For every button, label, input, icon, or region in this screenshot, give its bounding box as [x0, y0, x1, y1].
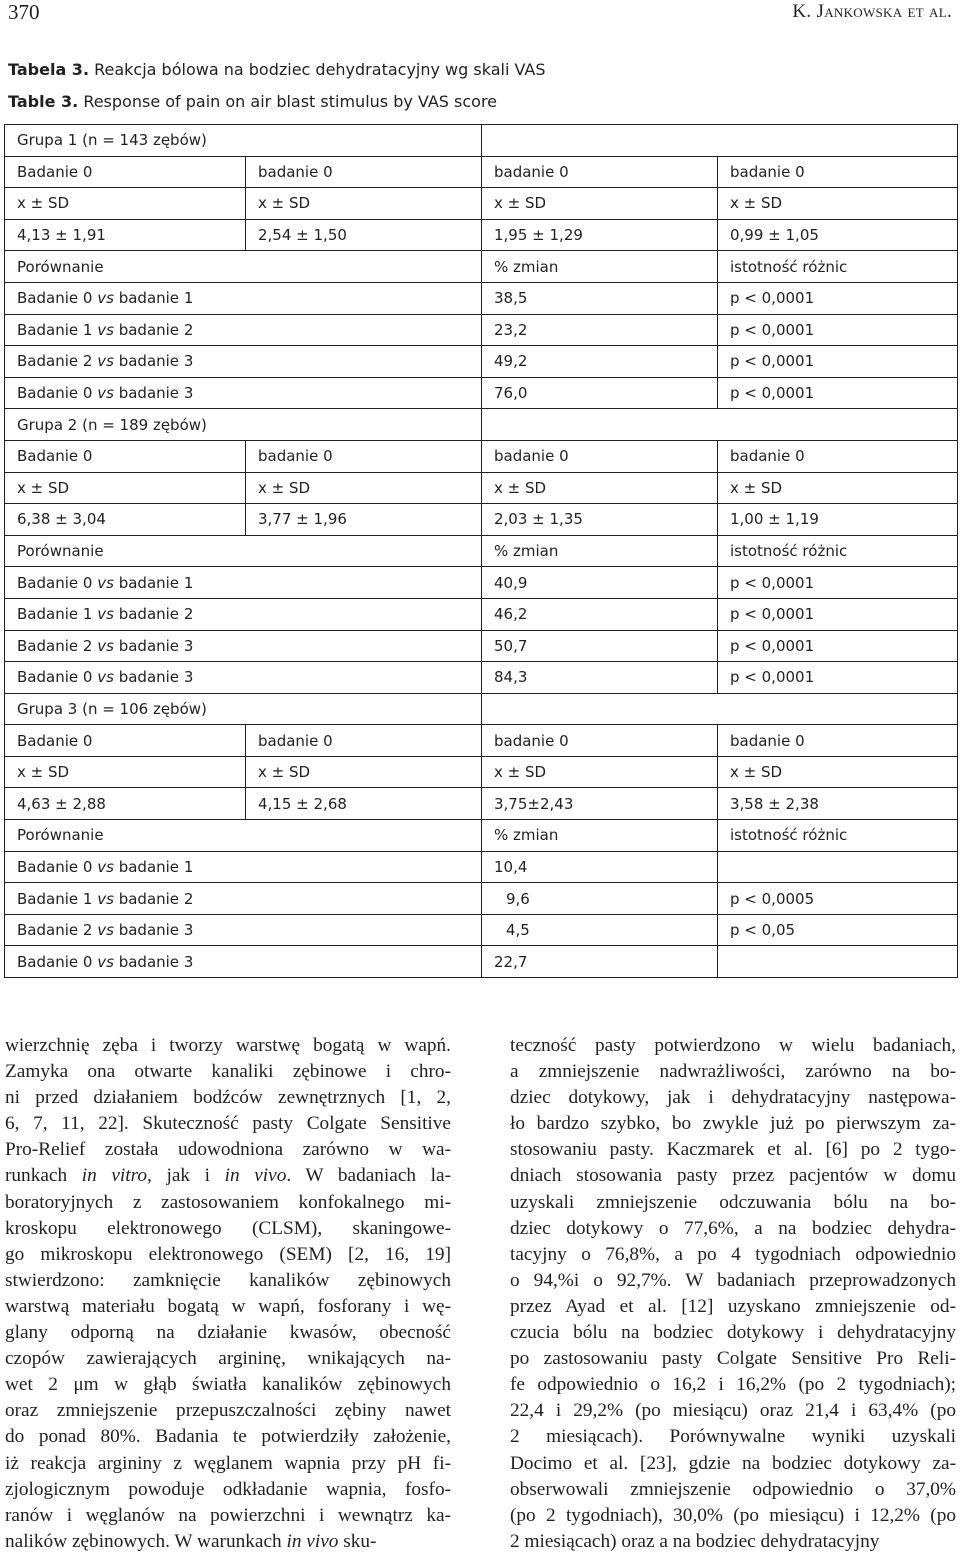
caption-label-en: Table 3. [8, 92, 79, 111]
comparison-vs: vs [97, 889, 114, 908]
pct-change-value: 22,7 [482, 946, 718, 978]
stat-label: x ± SD [5, 472, 246, 504]
comparison-a: 0 [82, 857, 93, 876]
comparison-word: Badanie [17, 573, 79, 592]
text-line: dniach stosowania pasty przez pacjentów w domu [510, 1165, 956, 1187]
stat-label: x ± SD [482, 756, 718, 788]
text-line: 2 miesiącach). Porównywalne wyniki uzyskali [510, 1426, 956, 1448]
comparison-word: badanie [118, 352, 180, 371]
comparison-word: Badanie [17, 921, 79, 940]
stat-label: x ± SD [718, 188, 958, 220]
comparison-row [5, 630, 958, 662]
body-text-left-column [5, 1033, 451, 1555]
comparison-row [5, 282, 958, 314]
p-value: p < 0,0001 [718, 567, 958, 599]
p-value [718, 946, 958, 978]
stat-label: x ± SD [718, 756, 958, 788]
comparison-name [5, 946, 482, 978]
text-line: zjologicznym powoduje odkładanie wapnia, fosfo- [5, 1478, 451, 1500]
session-label: Badanie 0 [5, 725, 246, 757]
comparison-name [5, 346, 482, 378]
text-line: Pro-Relief została udowodniona zarówno w wa- [5, 1139, 451, 1161]
p-value: p < 0,05 [718, 914, 958, 946]
comparison-a: 0 [82, 573, 93, 592]
means-row [5, 504, 958, 536]
comparison-name [5, 883, 482, 915]
comparison-label: Porównanie [5, 820, 482, 852]
comparison-label: Porównanie [5, 251, 482, 283]
significance-label: istotność różnic [718, 251, 958, 283]
comparison-header-row [5, 535, 958, 567]
mean-value: 1,95 ± 1,29 [482, 219, 718, 251]
group-title: Grupa 1 (n = 143 zębów) [5, 125, 482, 157]
comparison-row [5, 346, 958, 378]
comparison-word: Badanie [17, 384, 79, 403]
text-line: Zamyka ona otwarte kanaliki zębinowe i chro- [5, 1061, 451, 1083]
mean-value: 4,63 ± 2,88 [5, 788, 246, 820]
comparison-vs: vs [97, 320, 114, 339]
text-line: dziec dotykowy o 77,6%, a na bodziec dehydra- [510, 1217, 956, 1239]
comparison-name [5, 377, 482, 409]
mean-value: 3,77 ± 1,96 [246, 504, 482, 536]
pct-change-label: % zmian [482, 535, 718, 567]
mean-value: 1,00 ± 1,19 [718, 504, 958, 536]
caption-text-pl: Reakcja bólowa na bodziec dehydratacyjny wg skali VAS [94, 60, 546, 79]
stat-header-row [5, 472, 958, 504]
comparison-a: 2 [82, 921, 93, 940]
comparison-name [5, 914, 482, 946]
stat-label: x ± SD [246, 756, 482, 788]
comparison-word: Badanie [17, 668, 79, 687]
comparison-row [5, 946, 958, 978]
comparison-row [5, 314, 958, 346]
stat-label: x ± SD [482, 472, 718, 504]
mean-value: 3,75±2,43 [482, 788, 718, 820]
comparison-row [5, 598, 958, 630]
comparison-word: Badanie [17, 636, 79, 655]
comparison-vs: vs [97, 289, 114, 308]
comparison-name [5, 851, 482, 883]
pct-change-value: 40,9 [482, 567, 718, 599]
text-line: tacyjny o 76,8%, a po 4 tygodniach odpowiednio [510, 1243, 956, 1265]
body-text-right-column [510, 1033, 956, 1555]
comparison-a: 2 [82, 352, 93, 371]
comparison-a: 0 [82, 289, 93, 308]
pct-change-value: 50,7 [482, 630, 718, 662]
comparison-vs: vs [97, 668, 114, 687]
text-line: wet 2 μm w głąb światła kanalików zębinowych [5, 1374, 451, 1396]
comparison-a: 1 [82, 605, 93, 624]
session-label: badanie 0 [482, 440, 718, 472]
comparison-vs: vs [97, 352, 114, 371]
pct-change-label: % zmian [482, 820, 718, 852]
p-value: p < 0,0001 [718, 314, 958, 346]
running-head: K. Jankowska et al. [792, 1, 952, 22]
comparison-word: Badanie [17, 289, 79, 308]
comparison-vs: vs [97, 921, 114, 940]
stat-label: x ± SD [5, 756, 246, 788]
mean-value: 4,13 ± 1,91 [5, 219, 246, 251]
vas-table-body [5, 125, 958, 978]
text-line: oraz zmniejszenie przepuszczalności zębiny nawet [5, 1400, 451, 1422]
comparison-vs: vs [97, 857, 114, 876]
text-line: teczność pasty potwierdzono w wielu badaniach, [510, 1035, 956, 1056]
comparison-row [5, 567, 958, 599]
p-value: p < 0,0005 [718, 883, 958, 915]
comparison-name [5, 314, 482, 346]
stat-header-row [5, 756, 958, 788]
pct-change-value: 76,0 [482, 377, 718, 409]
text-line: o 94,%i o 92,7%. W badaniach przeprowadzonych [510, 1269, 956, 1291]
text-line: do ponad 80%. Badania te potwierdziły założenie, [5, 1426, 451, 1448]
session-label: badanie 0 [482, 156, 718, 188]
text-line: (po 2 tygodniach), 30,0% (po miesiącu) i 12,2% (po [510, 1504, 956, 1526]
comparison-word: badanie [118, 573, 180, 592]
comparison-vs: vs [97, 952, 114, 971]
pct-change-value: 4,5 [482, 914, 718, 946]
p-value: p < 0,0001 [718, 598, 958, 630]
table-caption-pl [8, 60, 546, 80]
text-line: nalików zębinowych. W warunkach in vivo sku- [5, 1530, 377, 1552]
comparison-word: badanie [118, 384, 180, 403]
text-line: po zastosowaniu pasty Colgate Sensitive Pro Reli- [510, 1348, 956, 1370]
comparison-word: badanie [118, 952, 180, 971]
session-header-row [5, 156, 958, 188]
table-caption-en [8, 92, 497, 112]
p-value: p < 0,0001 [718, 377, 958, 409]
comparison-word: badanie [118, 289, 180, 308]
comparison-vs: vs [97, 636, 114, 655]
comparison-vs: vs [97, 573, 114, 592]
text-line: iż reakcja argininy z węglanem wapnia przy pH fi- [5, 1452, 451, 1474]
text-line: czucia bólu na bodziec dotykowy i dehydratacyjny [510, 1322, 956, 1344]
comparison-row [5, 377, 958, 409]
group-title-row [5, 693, 958, 725]
text-line: 6, 7, 11, 22]. Skuteczność pasty Colgate Sensitive [5, 1113, 451, 1135]
text-line: kroskopu elektronowego (CLSM), skaningowe- [5, 1217, 451, 1239]
means-row [5, 788, 958, 820]
pct-change-value: 9,6 [482, 883, 718, 915]
text-line: 22,4 i 29,2% (po miesiącu) oraz 21,4 i 63,4% (po [510, 1400, 956, 1422]
comparison-row [5, 662, 958, 694]
text-line: obserwowali zmniejszenie odpowiednio o 37,0% [510, 1478, 956, 1500]
session-header-row [5, 725, 958, 757]
mean-value: 6,38 ± 3,04 [5, 504, 246, 536]
stat-label: x ± SD [246, 188, 482, 220]
comparison-word: badanie [118, 636, 180, 655]
comparison-b: 3 [183, 636, 194, 655]
comparison-b: 1 [183, 857, 194, 876]
page-number: 370 [8, 0, 40, 24]
session-label: badanie 0 [246, 725, 482, 757]
text-line: go mikroskopu elektronowego (SEM) [2, 16, 19] [5, 1243, 451, 1265]
text-line: fe odpowiednio o 16,2 i 16,2% (po 2 tygodniach); [510, 1374, 956, 1396]
pct-change-value: 46,2 [482, 598, 718, 630]
group-title-row [5, 125, 958, 157]
text-line: 2 miesiącach) oraz a na bodziec dehydratacyjny [510, 1530, 880, 1552]
means-row [5, 219, 958, 251]
comparison-b: 2 [183, 605, 194, 624]
comparison-a: 1 [82, 889, 93, 908]
p-value: p < 0,0001 [718, 346, 958, 378]
comparison-word: badanie [118, 889, 180, 908]
text-line: a zmniejszenie nadwrażliwości, zarówno na bo- [510, 1061, 956, 1083]
comparison-vs: vs [97, 384, 114, 403]
comparison-word: Badanie [17, 320, 79, 339]
comparison-row [5, 914, 958, 946]
comparison-b: 3 [183, 668, 194, 687]
comparison-row [5, 883, 958, 915]
comparison-vs: vs [97, 605, 114, 624]
pct-change-value: 38,5 [482, 282, 718, 314]
page-header [8, 0, 952, 30]
stat-label: x ± SD [718, 472, 958, 504]
comparison-header-row [5, 820, 958, 852]
empty-cell [482, 693, 958, 725]
p-value: p < 0,0001 [718, 662, 958, 694]
comparison-word: Badanie [17, 352, 79, 371]
comparison-name [5, 662, 482, 694]
comparison-word: Badanie [17, 952, 79, 971]
comparison-row [5, 851, 958, 883]
stat-label: x ± SD [246, 472, 482, 504]
mean-value: 0,99 ± 1,05 [718, 219, 958, 251]
session-label: Badanie 0 [5, 440, 246, 472]
comparison-name [5, 567, 482, 599]
text-line: przez Ayad et al. [12] uzyskano zmniejszenie od- [510, 1295, 956, 1317]
comparison-b: 3 [183, 921, 194, 940]
pct-change-value: 10,4 [482, 851, 718, 883]
pct-change-value: 84,3 [482, 662, 718, 694]
comparison-name [5, 598, 482, 630]
group-title-row [5, 409, 958, 441]
session-label: badanie 0 [718, 440, 958, 472]
session-header-row [5, 440, 958, 472]
comparison-b: 3 [183, 952, 194, 971]
comparison-word: Badanie [17, 605, 79, 624]
stat-header-row [5, 188, 958, 220]
mean-value: 3,58 ± 2,38 [718, 788, 958, 820]
stat-label: x ± SD [5, 188, 246, 220]
text-line: glany odporną na działanie kwasów, obecność [5, 1322, 451, 1344]
pct-change-value: 49,2 [482, 346, 718, 378]
text-line: Docimo et al. [23], gdzie na bodziec dotykowy za- [510, 1452, 956, 1474]
session-label: Badanie 0 [5, 156, 246, 188]
empty-cell [482, 125, 958, 157]
caption-label-pl: Tabela 3. [8, 60, 90, 79]
text-line: wierzchnię zęba i tworzy warstwę bogatą w wapń. [5, 1035, 451, 1056]
vas-table [4, 124, 958, 978]
text-line: ło bardzo szybko, bo zwykle już po pierwszym za- [510, 1113, 956, 1135]
mean-value: 2,03 ± 1,35 [482, 504, 718, 536]
stat-label: x ± SD [482, 188, 718, 220]
comparison-word: badanie [118, 605, 180, 624]
mean-value: 2,54 ± 1,50 [246, 219, 482, 251]
pct-change-label: % zmian [482, 251, 718, 283]
text-line: boratoryjnych z zastosowaniem konfokalnego mi- [5, 1191, 451, 1213]
comparison-b: 1 [183, 573, 194, 592]
text-line: runkach in vitro, jak i in vivo. W badaniach la- [5, 1165, 451, 1187]
text-line: warstwą materiału bogatą w wapń, fosforany i wę- [5, 1295, 451, 1317]
comparison-a: 0 [82, 952, 93, 971]
comparison-label: Porównanie [5, 535, 482, 567]
text-line: stosowaniu pasty. Kaczmarek et al. [6] po 2 tygo- [510, 1139, 956, 1161]
text-line: uzyskali zmniejszenie odczuwania bólu na bo- [510, 1191, 956, 1213]
caption-text-en: Response of pain on air blast stimulus by VAS score [83, 92, 498, 111]
session-label: badanie 0 [246, 156, 482, 188]
comparison-word: badanie [118, 668, 180, 687]
text-line: czopów zawierających argininę, wnikających na- [5, 1348, 451, 1370]
p-value [718, 851, 958, 883]
pct-change-value: 23,2 [482, 314, 718, 346]
session-label: badanie 0 [718, 156, 958, 188]
comparison-a: 0 [82, 384, 93, 403]
session-label: badanie 0 [718, 725, 958, 757]
comparison-b: 2 [183, 320, 194, 339]
comparison-b: 1 [183, 289, 194, 308]
comparison-word: badanie [118, 857, 180, 876]
group-title: Grupa 2 (n = 189 zębów) [5, 409, 482, 441]
p-value: p < 0,0001 [718, 282, 958, 314]
comparison-a: 1 [82, 320, 93, 339]
p-value: p < 0,0001 [718, 630, 958, 662]
session-label: badanie 0 [246, 440, 482, 472]
comparison-b: 3 [183, 352, 194, 371]
comparison-word: Badanie [17, 857, 79, 876]
significance-label: istotność różnic [718, 535, 958, 567]
comparison-word: badanie [118, 921, 180, 940]
comparison-word: Badanie [17, 889, 79, 908]
text-line: ni przed działaniem bodźców zewnętrznych [1, 2, [5, 1087, 451, 1109]
mean-value: 4,15 ± 2,68 [246, 788, 482, 820]
text-line: stwierdzono: zamknięcie kanalików zębinowych [5, 1269, 451, 1291]
comparison-name [5, 282, 482, 314]
comparison-b: 3 [183, 384, 194, 403]
significance-label: istotność różnic [718, 820, 958, 852]
comparison-a: 2 [82, 636, 93, 655]
empty-cell [482, 409, 958, 441]
session-label: badanie 0 [482, 725, 718, 757]
comparison-header-row [5, 251, 958, 283]
text-line: dziec dotykowy, jak i dehydratacyjny następowa- [510, 1087, 956, 1109]
text-line: ranów i węglanów na powierzchni i wewnątrz ka- [5, 1504, 451, 1526]
comparison-b: 2 [183, 889, 194, 908]
comparison-a: 0 [82, 668, 93, 687]
comparison-name [5, 630, 482, 662]
comparison-word: badanie [118, 320, 180, 339]
group-title: Grupa 3 (n = 106 zębów) [5, 693, 482, 725]
